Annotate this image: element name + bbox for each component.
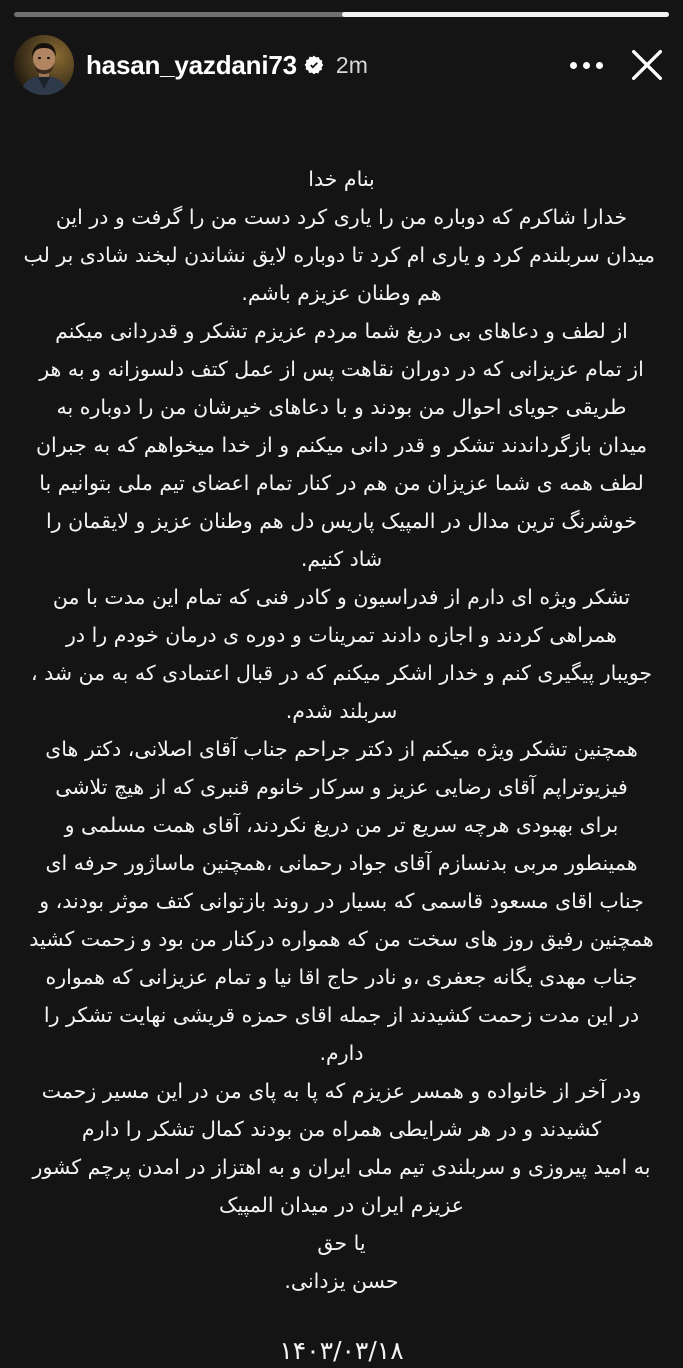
story-line: همینطور مربی بدنسازم آقای جواد رحمانی ،همچنین ماساژور حرفه ای: [45, 851, 638, 875]
story-line: ودر آخر از خانواده و همسر عزیزم که پا به پای من در این مسیر زحمت: [41, 1079, 642, 1103]
story-line: جناب مهدی یگانه جعفری ،و نادر حاج اقا نیا و تمام عزیزانی که همواره: [45, 965, 638, 989]
story-header: [0, 28, 683, 102]
story-text-body: [23, 160, 655, 1368]
story-line: طریقی جویای احوال من بودند و با دعاهای خیرشان من را دوباره به: [56, 395, 627, 419]
story-line: فیزیوتراپم آقای رضایی عزیز و سرکار خانوم قنبری که از هیچ تلاشی: [55, 775, 628, 799]
story-line: میدان بازگرداندند تشکر و قدر دانی میکنم و از خدا میخواهم که به جبران: [35, 433, 648, 457]
story-line: همچنین رفیق روز های سخت من که همواره درکنار من بود و زحمت کشید: [29, 927, 654, 951]
story-line: بنام خدا: [308, 167, 375, 191]
story-line: میدان سربلندم کرد و یاری ام کرد تا دوباره لایق نشاندن لبخند شادی بر لب: [23, 243, 655, 267]
verified-badge-icon: [304, 55, 324, 75]
story-line: به امید پیروزی و سربلندی تیم ملی ایران و به اهتزاز در امدن پرچم کشور: [32, 1155, 651, 1179]
story-line: از لطف و دعاهای بی دریغ شما مردم عزیزم تشکر و قدردانی میکنم: [55, 319, 628, 343]
story-progress-bar[interactable]: [14, 12, 669, 17]
more-options-icon[interactable]: [564, 54, 609, 77]
story-line: سربلند شدم.: [285, 699, 398, 723]
story-line: خوشرنگ ترین مدال در المپیک پاریس دل هم وطنان عزیز و لایقمان را: [45, 509, 638, 533]
story-line: جویبار پیگیری کنم و خدار اشکر میکنم که در قبال اعتمادی که به من شد ،: [30, 661, 653, 685]
story-line: همچنین تشکر ویژه میکنم از دکتر جراحم جناب آقای اصلانی، دکتر های: [45, 737, 638, 761]
story-line: جناب اقای مسعود قاسمی که بسیار در روند بازتوانی کتف موثر بودند، و: [39, 889, 644, 913]
more-dot: [596, 62, 603, 69]
story-line: هم وطنان عزیزم باشم.: [241, 281, 442, 305]
username-label[interactable]: hasan_yazdani73: [86, 49, 297, 80]
story-line: تشکر ویژه ای دارم از فدراسیون و کادر فنی که تمام این مدت با من: [52, 585, 631, 609]
story-line: کشیدند و در هر شرایطی همراه من بودند کمال تشکر را دارم: [81, 1117, 602, 1141]
avatar[interactable]: [14, 35, 74, 95]
more-dot: [570, 62, 577, 69]
story-text-lines: [23, 160, 655, 1300]
story-progress-fill: [342, 12, 670, 17]
story-line: از تمام عزیزانی که در دوران نقاهت پس از عمل کتف دلسوزانه و به هر: [39, 357, 644, 381]
story-line: لطف همه ی شما عزیزان من هم در کنار تمام اعضای تیم ملی بتوانیم با: [39, 471, 644, 495]
story-line: خدارا شاکرم که دوباره من را یاری کرد دست من را گرفت و در این: [55, 205, 628, 229]
more-dot: [583, 62, 590, 69]
story-line: برای بهبودی هرچه سریع تر من دریغ نکردند، آقای همت مسلمی و: [64, 813, 619, 837]
close-icon[interactable]: [627, 45, 667, 85]
story-line: همراهی کردند و اجازه دادند تمرینات و دوره ی درمان خودم را در: [66, 623, 617, 647]
story-date: ۱۴۰۳/۰۳/۱۸: [279, 1336, 404, 1365]
story-line: دارم.: [319, 1041, 364, 1065]
story-line: عزیزم ایران در میدان المپیک: [219, 1193, 464, 1217]
story-line: در این مدت زحمت کشیدند از جمله اقای حمزه قریشی نهایت تشکر را: [43, 1003, 640, 1027]
timestamp-label: 2m: [335, 51, 368, 78]
story-line: یا حق: [317, 1231, 366, 1255]
story-line: شاد کنیم.: [300, 547, 383, 571]
story-line: حسن یزدانی.: [284, 1269, 399, 1293]
